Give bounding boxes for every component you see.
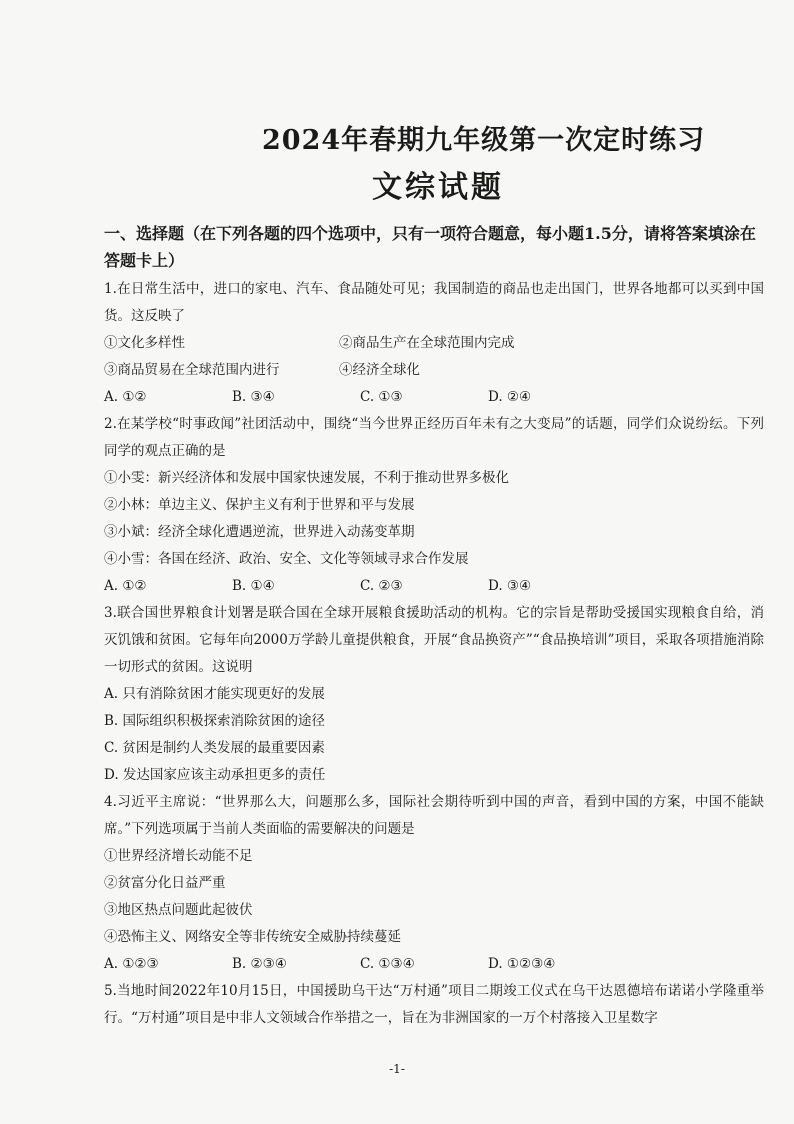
option-c: C. ①③④ (360, 956, 415, 972)
page-number: -1- (389, 1062, 405, 1076)
question-4-options (104, 951, 764, 978)
question-2-statement: ①小雯：新兴经济体和发展中国家快速发展，不利于推动世界多极化 (104, 470, 509, 486)
option-d: D. ③④ (488, 578, 532, 594)
question-1-statements-row2 (104, 357, 764, 384)
question-1-statements-row1 (104, 330, 764, 357)
question-2-statement: ②小林：单边主义、保护主义有利于世界和平与发展 (104, 497, 415, 513)
option-a: A. 只有消除贫困才能实现更好的发展 (104, 686, 325, 702)
option-b: B. ②③④ (232, 956, 287, 972)
exam-content (104, 220, 764, 1032)
option-c: C. ①③ (360, 389, 403, 405)
option-c: C. 贫困是制约人类发展的最重要因素 (104, 740, 325, 756)
option-a: A. ①② (104, 578, 147, 594)
option-d: D. ②④ (488, 389, 532, 405)
option-d: D. 发达国家应该主动承担更多的责任 (104, 767, 326, 783)
page-subtitle: 文综试题 (372, 170, 504, 205)
option-a: A. ①② (104, 389, 147, 405)
question-4-statement: ③地区热点问题此起彼伏 (104, 902, 253, 918)
question-1-stem: 1.在日常生活中，进口的家电、汽车、食品随处可见；我国制造的商品也走出国门，世界各地都可以买到中国货。这反映了 (104, 281, 764, 324)
question-1-statement: ②商品生产在全球范围内完成 (339, 335, 515, 351)
question-4-statement: ④恐怖主义、网络安全等非传统安全威胁持续蔓延 (104, 929, 401, 945)
question-2-statement: ④小雪：各国在经济、政治、安全、文化等领域寻求合作发展 (104, 551, 469, 567)
question-1-options (104, 384, 764, 411)
question-3-stem: 3.联合国世界粮食计划署是联合国在全球开展粮食援助活动的机构。它的宗旨是帮助受援国实现粮食自给，消灭饥饿和贫困。它每年向2000万学龄儿童提供粮食，开展“食品换资产”“食品换培训”项目，采取各项措施消除一切形式的贫困。这说明 (104, 605, 764, 675)
question-1-statement: ①文化多样性 (104, 335, 185, 351)
question-2-stem: 2.在某学校“时事政闻”社团活动中，围绕“当今世界正经历百年未有之大变局”的话题，同学们众说纷纭。下列同学的观点正确的是 (104, 416, 764, 459)
option-a: A. ①②③ (104, 956, 159, 972)
question-1-statement: ③商品贸易在全球范围内进行 (104, 362, 280, 378)
option-b: B. ①④ (232, 578, 275, 594)
option-c: C. ②③ (360, 578, 403, 594)
question-2-options (104, 573, 764, 600)
question-4-stem: 4.习近平主席说：“世界那么大，问题那么多，国际社会期待听到中国的声音，看到中国的方案，中国不能缺席。”下列选项属于当前人类面临的需要解决的问题是 (104, 794, 764, 837)
question-5-stem: 5.当地时间2022年10月15日，中国援助乌干达“万村通”项目二期竣工仪式在乌干达恩德培布诺诺小学隆重举行。“万村通”项目是中非人文领域合作举措之一，旨在为非洲国家的一万个村落接入卫星数字 (104, 983, 764, 1026)
option-b: B. ③④ (232, 389, 275, 405)
page-title: 2024年春期九年级第一次定时练习 (262, 125, 706, 156)
question-4-statement: ①世界经济增长动能不足 (104, 848, 253, 864)
option-b: B. 国际组织积极探索消除贫困的途径 (104, 713, 326, 729)
question-4-statement: ②贫富分化日益严重 (104, 875, 226, 891)
option-d: D. ①②③④ (488, 956, 556, 972)
section-heading: 一、选择题（在下列各题的四个选项中，只有一项符合题意，每小题1.5分，请将答案填涂在答题卡上） (104, 224, 756, 270)
question-1-statement: ④经济全球化 (339, 362, 420, 378)
question-2-statement: ③小斌：经济全球化遭遇逆流，世界进入动荡变革期 (104, 524, 415, 540)
